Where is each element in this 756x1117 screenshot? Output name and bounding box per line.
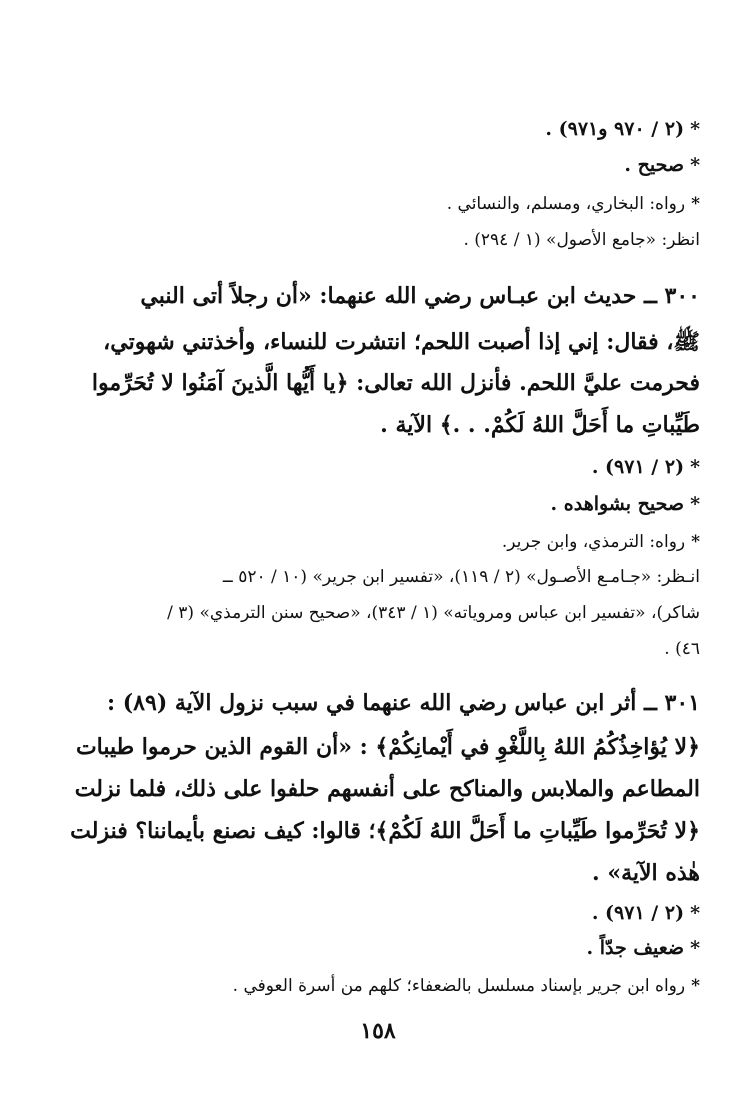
entry-301-grade-line: [48, 937, 700, 959]
document-page: [48, 0, 700, 1117]
prev-ref: (٢ / ٩٧٠ و٩٧١) .: [545, 118, 685, 140]
entry-300-narrators-line: [48, 532, 700, 552]
entry-301-line-2: ﴿لا يُؤاخِذُكُمُ اللهُ بِاللَّغْوِ في أَيْمانِكُمْ﴾ : «أن القوم الذين حرموا طيبات: [75, 734, 700, 760]
entry-300-grade: صحيح بشواهده .: [550, 493, 685, 515]
bullet-star: *: [691, 532, 700, 552]
bullet-star: *: [690, 118, 700, 140]
prev-ref-line: [48, 118, 700, 140]
bullet-star: *: [690, 493, 700, 515]
bullet-star: *: [690, 902, 700, 924]
entry-301-line-3: المطاعم والملابس والمناكح على أنفسهم حلفوا على ذلك، فلما نزلت: [74, 776, 700, 802]
prev-grade-line: [48, 154, 700, 176]
page-number: ١٥٨: [360, 1018, 396, 1044]
entry-300-see-line-1: انـظر: «جـامـع الأصـول» (٢ / ١١٩)، «تفسير ابن جرير» (١٠ / ٥٢٠ ــ: [222, 567, 700, 587]
entry-301-line-1: ٣٠١ ــ أثر ابن عباس رضي الله عنهما في سبب نزول الآية (٨٩) :: [106, 690, 700, 716]
entry-300-ref-line: [48, 456, 700, 478]
bullet-star: *: [690, 154, 700, 176]
bullet-star: *: [690, 456, 700, 478]
prev-see: انظر: «جامع الأصول» (١ / ٢٩٤) .: [463, 230, 700, 250]
entry-300-see-line-3: ٤٦) .: [664, 639, 700, 659]
entry-300-line-2: ﷺ، فقال: إني إذا أصبت اللحم؛ انتشرت للنساء، وأخذتني شهوتي،: [103, 329, 700, 355]
entry-300-narrators: رواه: الترمذي، وابن جرير.: [501, 532, 686, 552]
bullet-star: *: [691, 194, 700, 214]
entry-300-see-line-2: شاكر)، «تفسير ابن عباس ومروياته» (١ / ٣٤٣)، «صحيح سنن الترمذي» (٣ /: [167, 603, 700, 623]
prev-narrators-line: [48, 194, 700, 214]
entry-301-ref: (٢ / ٩٧١) .: [591, 902, 685, 924]
entry-301-line-5: هٰذه الآية» .: [592, 860, 700, 886]
entry-301-narrators: رواه ابن جرير بإسناد مسلسل بالضعفاء؛ كلهم من أسرة العوفي .: [232, 976, 686, 996]
entry-301-ref-line: [48, 902, 700, 924]
prev-narrators: رواه: البخاري، ومسلم، والنسائي .: [446, 194, 686, 214]
bullet-star: *: [691, 976, 700, 996]
entry-301-line-4: ﴿لا تُحَرِّموا طَيِّباتِ ما أَحَلَّ اللهُ لَكُمْ﴾؛ قالوا: كيف نصنع بأيماننا؟ فنزلت: [70, 818, 700, 844]
entry-300-ref: (٢ / ٩٧١) .: [591, 456, 685, 478]
entry-301-grade: ضعيف جدّاً .: [586, 937, 685, 959]
bullet-star: *: [690, 937, 700, 959]
entry-300-line-1: ٣٠٠ ــ حديث ابن عبـاس رضي الله عنهما: «أن رجلاً أتى النبي: [140, 283, 700, 309]
entry-301-narrators-line: [48, 976, 700, 996]
prev-grade: صحيح .: [624, 154, 685, 176]
entry-300-line-4: طَيِّباتِ ما أَحَلَّ اللهُ لَكُمْ. . .﴾ الآية .: [380, 412, 700, 438]
entry-300-line-3: فحرمت عليَّ اللحم. فأنزل الله تعالى: ﴿يا أَيُّها الَّذينَ آمَنُوا لا تُحَرِّموا: [91, 370, 700, 396]
entry-300-grade-line: [48, 493, 700, 515]
